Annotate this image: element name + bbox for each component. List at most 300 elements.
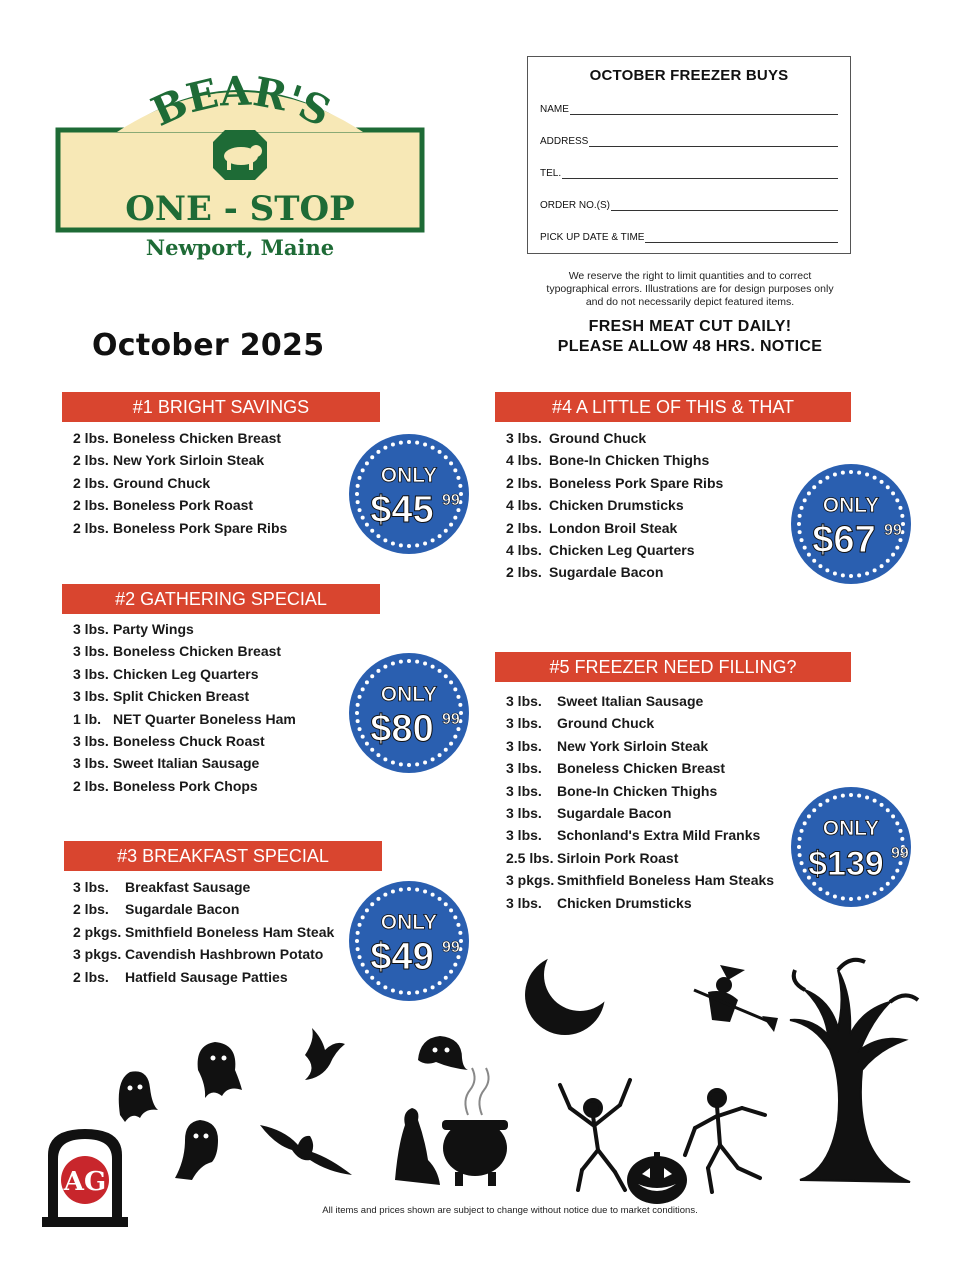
item-name: Boneless Pork Chops (113, 777, 258, 794)
item-name: Chicken Leg Quarters (113, 665, 259, 682)
badge-dot (895, 498, 899, 502)
badge-dot (849, 470, 853, 474)
fresh-meat-notice: FRESH MEAT CUT DAILY! PLEASE ALLOW 48 HRS. NOTICE (557, 318, 823, 355)
badge-dot (365, 461, 369, 465)
badge-dot (841, 471, 845, 475)
package-5-banner: #5 FREEZER NEED FILLING? (495, 652, 851, 682)
badge-price-cents: 99 (442, 939, 460, 956)
badge-dot (383, 893, 387, 897)
item-quantity: 2 pkgs. (73, 923, 122, 940)
badge-dot (407, 440, 411, 444)
badge-dot (891, 876, 895, 880)
list-item (506, 802, 774, 824)
list-item (73, 730, 296, 752)
bears-one-stop-logo (55, 60, 425, 265)
badge-dot (431, 538, 435, 542)
badge-dot (399, 441, 403, 445)
badge-dot (444, 748, 448, 752)
badge-dot (886, 808, 890, 812)
badge-dot (356, 719, 360, 723)
badge-dot (361, 687, 365, 691)
badge-dot (818, 564, 822, 568)
badge-dot (825, 568, 829, 572)
item-quantity: 3 lbs. (73, 732, 109, 749)
cauldron-icon (442, 1068, 508, 1186)
item-quantity: 2 lbs. (506, 519, 542, 536)
list-item (73, 472, 287, 494)
item-name: Sweet Italian Sausage (557, 693, 704, 709)
item-quantity: 4 lbs. (506, 497, 542, 514)
badge-dot (800, 506, 804, 510)
badge-only-label: ONLY (822, 817, 880, 840)
badge-dot (797, 845, 801, 849)
list-item (506, 712, 774, 734)
item-name: Boneless Chuck Roast (113, 732, 265, 749)
badge-dot (803, 546, 807, 550)
badge-price-cents: 99 (442, 492, 460, 509)
badge-dot (886, 485, 890, 489)
pickup-date-field[interactable]: PICK UP DATE & TIME (540, 229, 838, 243)
badge-dot (415, 441, 419, 445)
item-name: Party Wings (113, 621, 194, 637)
badge-dot (365, 742, 369, 746)
badge-dot (865, 473, 869, 477)
crescent-moon-icon (525, 940, 616, 1035)
badge-dot (849, 574, 853, 578)
item-name: Sirloin Pork Roast (557, 849, 679, 866)
badge-dot (891, 814, 895, 818)
badge-dot (833, 571, 837, 575)
badge-dot (825, 476, 829, 480)
badge-dot (391, 890, 395, 894)
tel-field[interactable]: TEL. (540, 165, 838, 179)
badge-price-dollars: $49 (370, 936, 434, 978)
item-quantity: 2 lbs. (506, 474, 542, 491)
item-name: Boneless Chicken Breast (113, 643, 282, 660)
badge-dot (873, 476, 877, 480)
badge-dot (444, 529, 448, 533)
zombie-hand-icon (395, 1108, 440, 1185)
item-quantity: 2 lbs. (73, 497, 109, 514)
item-name: Smithfield Boneless Ham Steak (125, 923, 335, 940)
item-name: Chicken Drumsticks (557, 894, 692, 911)
badge-dot (415, 660, 419, 664)
item-name: Boneless Pork Spare Ribs (113, 519, 288, 536)
badge-dot (449, 680, 453, 684)
badge-dot (383, 665, 387, 669)
badge-dot (444, 455, 448, 459)
footer-note: All items and prices shown are subject to change without notice due to market conditions. (322, 1205, 698, 1216)
list-item (73, 663, 296, 685)
order-form-title: OCTOBER FREEZER BUYS (589, 67, 789, 84)
name-field[interactable]: NAME (540, 101, 838, 115)
item-quantity: 2 lbs. (73, 968, 109, 985)
item-quantity: 3 pkgs. (73, 946, 122, 963)
list-item (506, 690, 774, 712)
badge-dot (358, 476, 362, 480)
item-quantity: 4 lbs. (506, 541, 542, 558)
item-quantity: 3 lbs. (73, 755, 109, 772)
badge-dot (453, 687, 457, 691)
badge-dot (453, 735, 457, 739)
badge-dot (376, 897, 380, 901)
package-4-items (506, 427, 723, 584)
item-name: Ground Chuck (113, 474, 211, 491)
badge-dot (391, 760, 395, 764)
package-3-banner: #3 BREAKFAST SPECIAL (64, 841, 382, 871)
item-quantity: 3 lbs. (506, 804, 542, 821)
badge-dot (449, 461, 453, 465)
item-name: Schonland's Extra Mild Franks (557, 827, 761, 844)
list-item (73, 876, 334, 898)
item-quantity: 3 lbs. (506, 430, 542, 446)
badge-dot (880, 480, 884, 484)
badge-dot (818, 480, 822, 484)
badge-dot (841, 794, 845, 798)
package-2-price-badge (348, 652, 470, 774)
list-item (73, 775, 296, 797)
item-name: Bone-In Chicken Thighs (549, 452, 710, 469)
badge-dot (891, 491, 895, 495)
badge-dot (825, 799, 829, 803)
badge-dot (886, 882, 890, 886)
list-item (73, 517, 287, 539)
badge-dot (895, 821, 899, 825)
item-name: Sugardale Bacon (125, 901, 240, 918)
logo-main-word: ONE - STOP (125, 189, 355, 229)
badge-price-dollars: $139 (808, 845, 884, 883)
item-name: Ground Chuck (549, 430, 647, 446)
spooky-tree-icon (790, 960, 918, 1182)
item-quantity: 3 lbs. (73, 688, 109, 705)
item-quantity: 2.5 lbs. (506, 849, 554, 866)
item-quantity: 3 lbs. (506, 782, 542, 799)
badge-dot (898, 829, 902, 833)
badge-dot (391, 662, 395, 666)
item-quantity: 2 lbs. (73, 519, 109, 536)
badge-dot (880, 564, 884, 568)
package-4-banner: #4 A LITTLE OF THIS & THAT (495, 392, 851, 422)
badge-dot (825, 891, 829, 895)
list-item (506, 494, 723, 516)
badge-dot (391, 541, 395, 545)
item-name: Ground Chuck (557, 715, 655, 732)
badge-only-label: ONLY (380, 911, 438, 934)
item-quantity: 3 lbs. (506, 827, 542, 844)
item-name: Chicken Drumsticks (549, 497, 684, 514)
badge-dot (365, 908, 369, 912)
badge-dot (376, 450, 380, 454)
order-form (527, 56, 851, 254)
badge-dot (803, 821, 807, 825)
item-quantity: 3 lbs. (506, 737, 542, 754)
item-quantity: 2 lbs. (73, 452, 109, 469)
badge-dot (800, 861, 804, 865)
badge-dot (399, 762, 403, 766)
badge-dot (849, 793, 853, 797)
badge-dot (423, 541, 427, 545)
item-name: Sugardale Bacon (549, 564, 664, 581)
badge-dot (431, 893, 435, 897)
badge-dot (399, 543, 403, 547)
badge-dot (444, 902, 448, 906)
badge-dot (438, 753, 442, 757)
item-name: Split Chicken Breast (113, 688, 250, 705)
badge-dot (857, 794, 861, 798)
witch-icon (694, 965, 778, 1032)
badge-dot (798, 530, 802, 534)
item-quantity: 3 lbs. (506, 715, 542, 732)
badge-dot (358, 695, 362, 699)
badge-dot (818, 803, 822, 807)
item-name: Boneless Chicken Breast (557, 760, 726, 777)
badge-dot (356, 484, 360, 488)
badge-dot (857, 896, 861, 900)
badge-dot (453, 516, 457, 520)
ag-logo-text: AG (63, 1167, 107, 1197)
item-quantity: 3 lbs. (506, 760, 542, 777)
badge-dot (370, 902, 374, 906)
badge-dot (356, 703, 360, 707)
badge-dot (880, 803, 884, 807)
ghost-icon (119, 1071, 158, 1122)
badge-dot (361, 468, 365, 472)
list-item (73, 685, 296, 707)
badge-dot (449, 742, 453, 746)
badge-dot (797, 522, 801, 526)
item-quantity: 3 lbs. (73, 621, 109, 637)
badge-dot (807, 491, 811, 495)
badge-dot (431, 665, 435, 669)
ag-tombstone-logo (40, 1125, 130, 1227)
item-name: Boneless Pork Roast (113, 497, 254, 514)
ghost-icon (198, 1042, 242, 1098)
item-name: Sugardale Bacon (557, 804, 672, 821)
badge-dot (798, 514, 802, 518)
badge-dot (376, 669, 380, 673)
item-name: Chicken Leg Quarters (549, 541, 695, 558)
badge-dot (361, 915, 365, 919)
badge-dot (841, 896, 845, 900)
list-item (73, 494, 287, 516)
item-quantity: 3 lbs. (506, 693, 542, 709)
badge-dot (800, 829, 804, 833)
list-item (506, 427, 723, 449)
badge-dot (383, 757, 387, 761)
badge-dot (431, 446, 435, 450)
package-1-items (73, 427, 287, 539)
item-name: Boneless Pork Spare Ribs (549, 474, 724, 491)
badge-dot (431, 757, 435, 761)
list-item (73, 427, 287, 449)
badge-dot (423, 890, 427, 894)
badge-dot (358, 923, 362, 927)
item-quantity: 2 lbs. (73, 474, 109, 491)
badge-dot (895, 869, 899, 873)
list-item (73, 752, 296, 774)
badge-dot (865, 894, 869, 898)
badge-dot (456, 923, 460, 927)
badge-dot (391, 443, 395, 447)
badge-dot (355, 492, 359, 496)
item-name: Cavendish Hashbrown Potato (125, 946, 324, 963)
item-quantity: 4 lbs. (506, 452, 542, 469)
badge-only-label: ONLY (380, 683, 438, 706)
badge-dot (456, 476, 460, 480)
badge-dot (370, 674, 374, 678)
badge-dot (358, 508, 362, 512)
badge-dot (365, 523, 369, 527)
badge-only-label: ONLY (380, 464, 438, 487)
badge-dot (376, 534, 380, 538)
badge-dot (453, 468, 457, 472)
item-name: Hatfield Sausage Patties (125, 968, 288, 985)
badge-dot (807, 553, 811, 557)
item-name: Smithfield Boneless Ham Steaks (557, 872, 775, 889)
badge-dot (857, 471, 861, 475)
item-name: London Broil Steak (549, 519, 678, 536)
package-1-banner: #1 BRIGHT SAVINGS (62, 392, 380, 422)
badge-dot (895, 546, 899, 550)
badge-dot (361, 516, 365, 520)
badge-dot (456, 695, 460, 699)
list-item (506, 869, 774, 891)
item-name: Breakfast Sausage (125, 879, 251, 895)
badge-dot (407, 763, 411, 767)
badge-dot (376, 753, 380, 757)
list-item (506, 847, 774, 869)
badge-dot (415, 888, 419, 892)
list-item (506, 892, 774, 914)
badge-dot (886, 559, 890, 563)
list-item (73, 898, 334, 920)
list-item (506, 780, 774, 802)
badge-dot (444, 674, 448, 678)
badge-dot (415, 543, 419, 547)
badge-dot (438, 669, 442, 673)
list-item (506, 757, 774, 779)
halloween-illustrations (0, 940, 976, 1210)
badge-dot (833, 473, 837, 477)
item-name: Boneless Chicken Breast (113, 430, 282, 446)
item-quantity: 2 lbs. (73, 901, 109, 918)
badge-dot (800, 538, 804, 542)
badge-dot (383, 446, 387, 450)
badge-dot (370, 455, 374, 459)
badge-dot (453, 915, 457, 919)
badge-dot (365, 680, 369, 684)
list-item (73, 618, 296, 640)
badge-price-cents: 99 (884, 522, 902, 539)
bat-icon (260, 1125, 352, 1175)
badge-dot (873, 799, 877, 803)
badge-dot (358, 727, 362, 731)
list-item (506, 561, 723, 583)
logo-location: Newport, Maine (145, 235, 335, 260)
badge-dot (833, 894, 837, 898)
badge-dot (898, 506, 902, 510)
item-quantity: 2 lbs. (506, 564, 542, 581)
badge-dot (356, 500, 360, 504)
badge-dot (880, 887, 884, 891)
list-item (506, 539, 723, 561)
badge-only-label: ONLY (822, 494, 880, 517)
badge-dot (857, 573, 861, 577)
list-item (506, 735, 774, 757)
logo-top-word: BEAR'S (144, 67, 338, 137)
item-name: New York Sirloin Steak (113, 452, 265, 469)
badge-dot (873, 891, 877, 895)
list-item (73, 640, 296, 662)
badge-dot (807, 814, 811, 818)
package-1-price-badge (348, 433, 470, 555)
badge-price-dollars: $45 (370, 489, 434, 531)
badge-dot (355, 711, 359, 715)
badge-dot (407, 544, 411, 548)
item-name: Bone-In Chicken Thighs (557, 782, 718, 799)
page-title: October 2025 (92, 328, 325, 363)
badge-dot (865, 571, 869, 575)
badge-price-dollars: $80 (370, 708, 434, 750)
badge-dot (438, 534, 442, 538)
badge-dot (841, 573, 845, 577)
badge-dot (423, 662, 427, 666)
list-item (506, 449, 723, 471)
badge-dot (873, 568, 877, 572)
badge-dot (449, 523, 453, 527)
package-2-items (73, 618, 296, 797)
order-number-field[interactable]: ORDER NO.(S) (540, 197, 838, 211)
badge-dot (383, 538, 387, 542)
badge-dot (449, 908, 453, 912)
badge-dot (798, 837, 802, 841)
jack-o-lantern-icon (627, 1152, 687, 1204)
badge-dot (399, 660, 403, 664)
badge-dot (900, 514, 904, 518)
badge-dot (812, 808, 816, 812)
badge-dot (438, 897, 442, 901)
list-item (506, 824, 774, 846)
item-quantity: 1 lb. (73, 710, 102, 727)
item-name: NET Quarter Boneless Ham (113, 710, 296, 727)
item-quantity: 3 lbs. (73, 643, 109, 660)
badge-dot (849, 897, 853, 901)
item-name: New York Sirloin Steak (557, 737, 709, 754)
badge-dot (407, 659, 411, 663)
ghost-icon (418, 1036, 468, 1070)
item-quantity: 3 lbs. (506, 894, 542, 911)
badge-dot (458, 703, 462, 707)
badge-dot (833, 796, 837, 800)
list-item (506, 472, 723, 494)
badge-dot (399, 888, 403, 892)
badge-price-cents: 99 (891, 845, 909, 862)
badge-dot (865, 796, 869, 800)
item-quantity: 3 lbs. (73, 879, 109, 895)
bat-icon (305, 1028, 345, 1080)
item-quantity: 3 pkgs. (506, 872, 555, 889)
address-field[interactable]: ADDRESS (540, 133, 838, 147)
list-item (73, 449, 287, 471)
badge-dot (423, 443, 427, 447)
list-item (73, 708, 296, 730)
badge-dot (818, 887, 822, 891)
badge-dot (458, 931, 462, 935)
disclaimer: We reserve the right to limit quantities and to correct typographical errors. Illustrations are for design purposes only and do not necessarily depict featured items. (546, 270, 834, 308)
badge-price-dollars: $67 (812, 519, 876, 561)
package-2-banner: #2 GATHERING SPECIAL (62, 584, 380, 614)
badge-dot (458, 484, 462, 488)
